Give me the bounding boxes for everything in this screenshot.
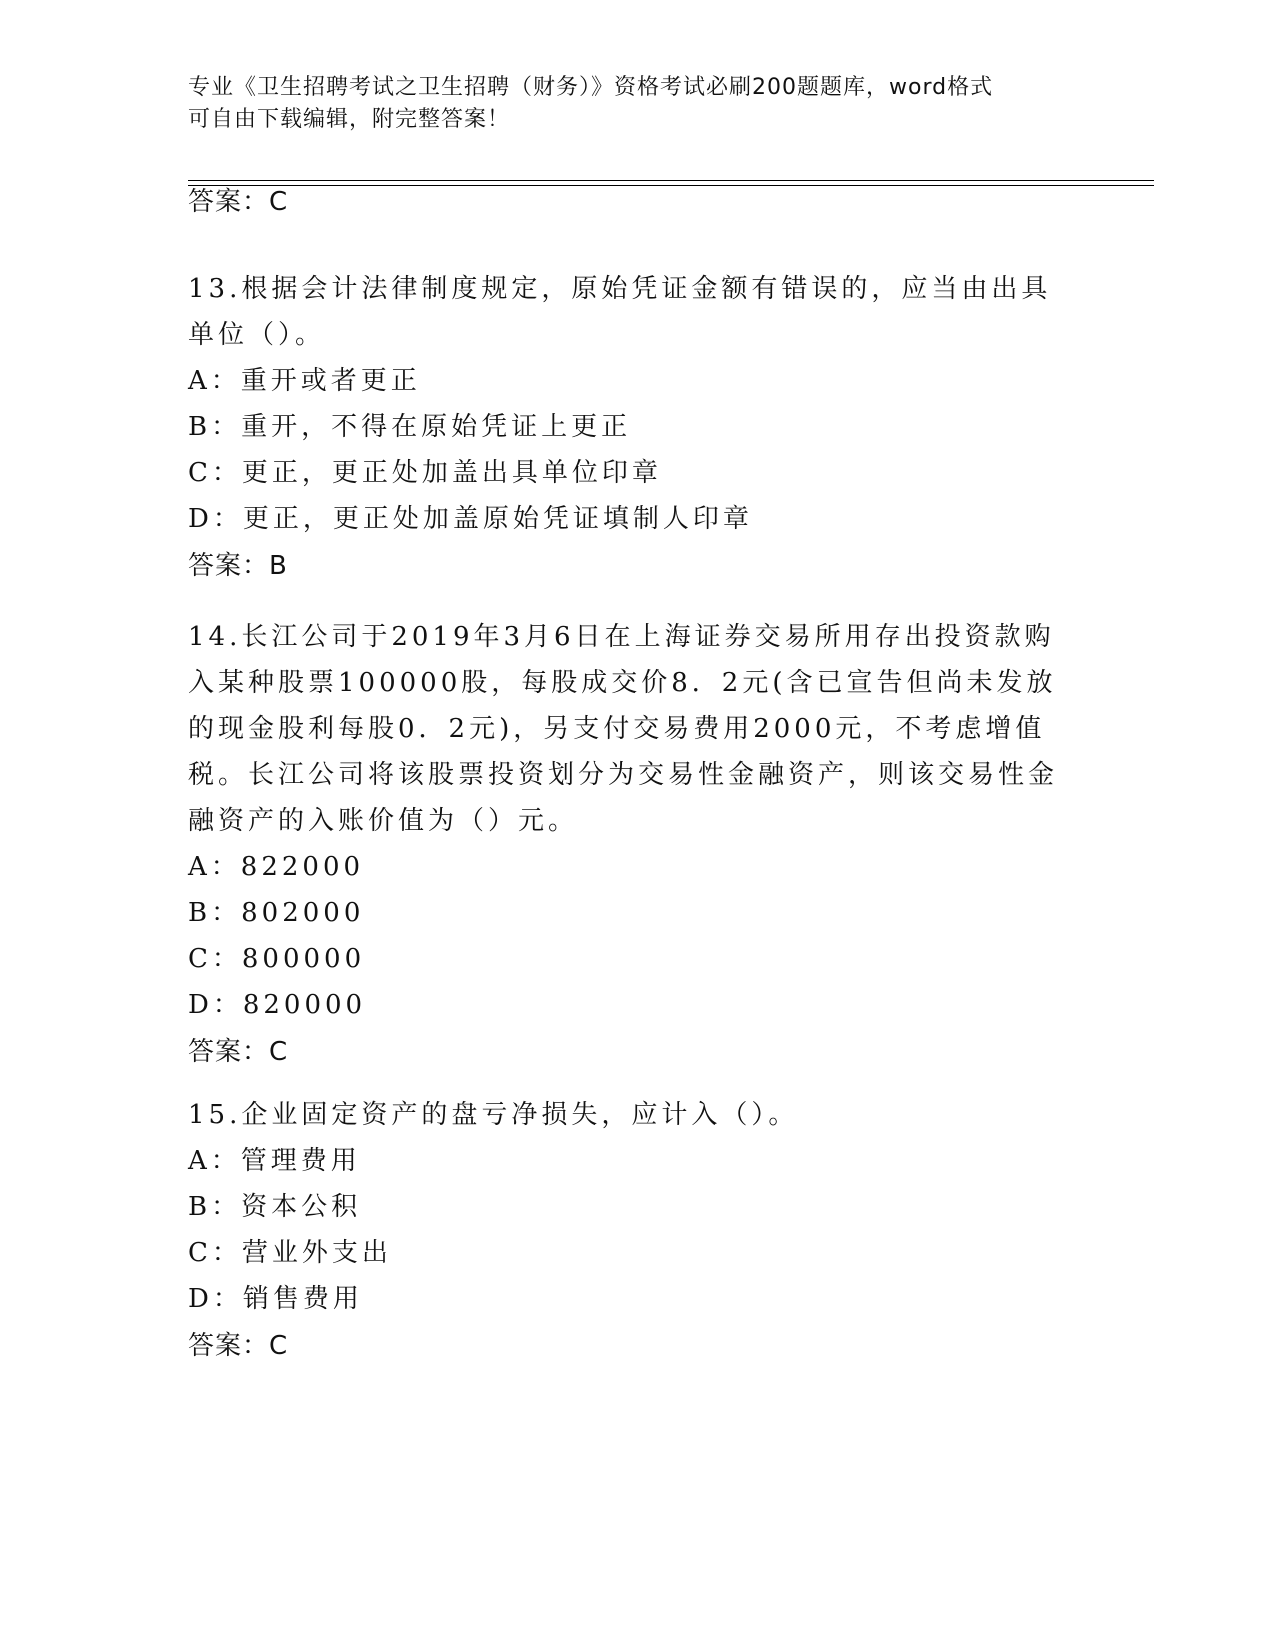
previous-answer <box>188 186 1068 218</box>
question-15 <box>188 1092 1068 1362</box>
question-text: 14.长江公司于2019年3月6日在上海证券交易所用存出投资款购入某种股票100000股，每股成交价8．2元(含已宣告但尚未发放的现金股利每股0．2元)，另支付交易费用2000元，不考虑增值税。长江公司将该股票投资划分为交易性金融资产，则该交易性金融资产的入账价值为（）元。 <box>188 622 1059 836</box>
option-c: C：800000 <box>188 944 366 974</box>
option-a: A：822000 <box>188 852 365 882</box>
answer-text: 答案：C <box>188 187 289 217</box>
question-13 <box>188 266 1068 582</box>
header-line-1: 专业《卫生招聘考试之卫生招聘（财务）》资格考试必刷200题题库，word格式 <box>188 75 994 100</box>
option-a: A：管理费用 <box>188 1146 361 1176</box>
option-d: D：更正，更正处加盖原始凭证填制人印章 <box>188 504 753 534</box>
option-b: B：802000 <box>188 898 365 928</box>
question-text: 13.根据会计法律制度规定，原始凭证金额有错误的，应当由出具单位（）。 <box>188 274 1052 350</box>
answer-text: 答案：C <box>188 1037 289 1067</box>
document-header <box>188 72 1068 136</box>
question-14 <box>188 614 1068 1068</box>
option-b: B：资本公积 <box>188 1192 362 1222</box>
question-text: 15.企业固定资产的盘亏净损失，应计入（）。 <box>188 1100 799 1130</box>
option-b: B：重开，不得在原始凭证上更正 <box>188 412 632 442</box>
header-divider-top <box>188 180 1154 181</box>
option-d: D：820000 <box>188 990 367 1020</box>
answer-text: 答案：B <box>188 551 288 581</box>
header-line-2: 可自由下载编辑，附完整答案！ <box>188 107 511 132</box>
option-d: D：销售费用 <box>188 1284 363 1314</box>
option-c: C：营业外支出 <box>188 1238 392 1268</box>
option-a: A：重开或者更正 <box>188 366 421 396</box>
option-c: C：更正，更正处加盖出具单位印章 <box>188 458 662 488</box>
answer-text: 答案：C <box>188 1331 289 1361</box>
